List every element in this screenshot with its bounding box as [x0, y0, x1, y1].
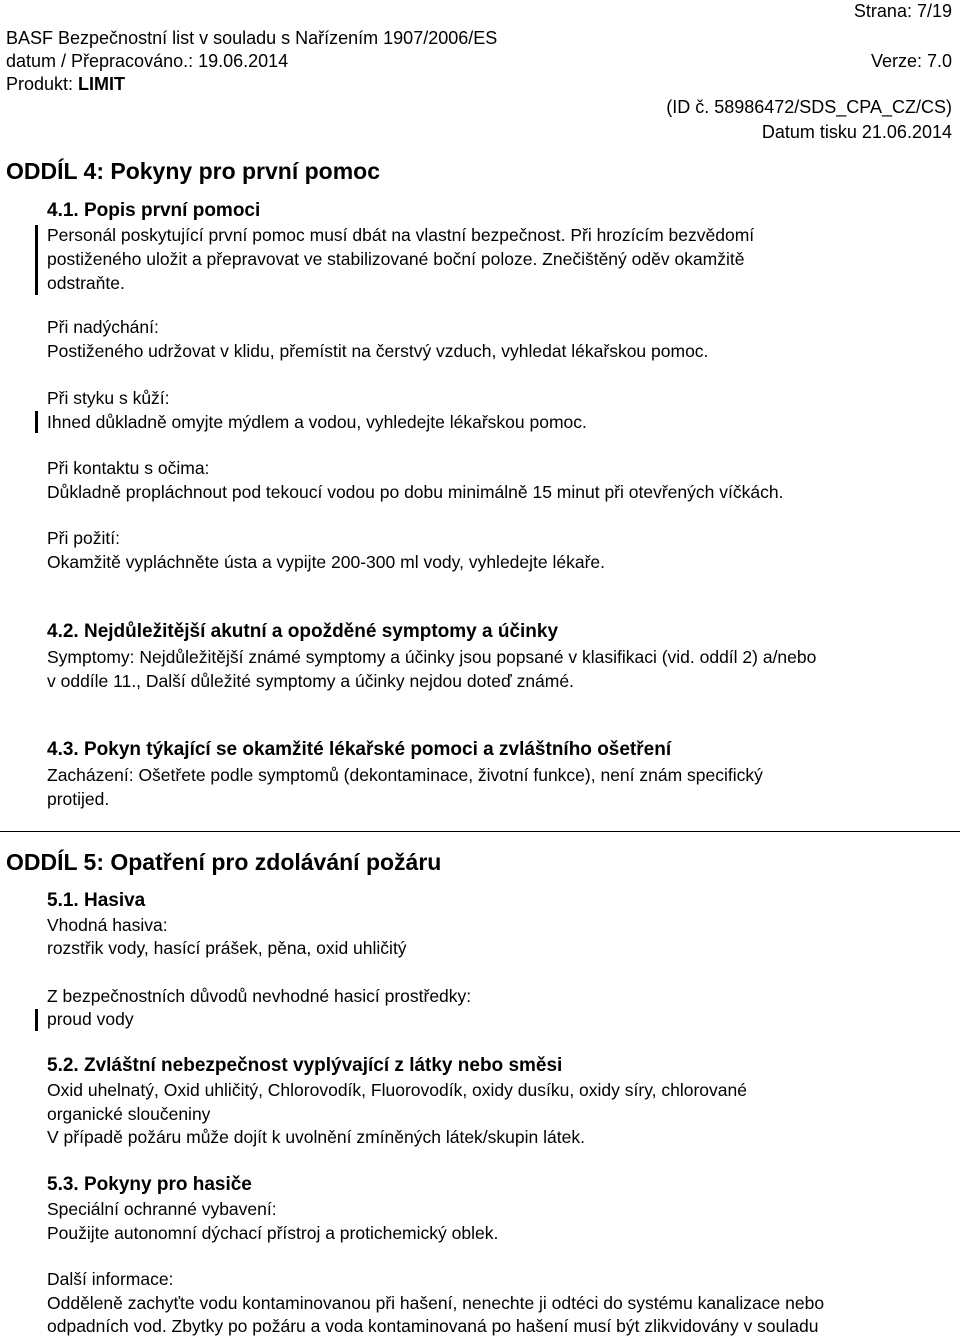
subsection-5-3-title: 5.3. Pokyny pro hasiče	[47, 1174, 252, 1195]
suitable-media-label: Vhodná hasiva:	[47, 915, 168, 935]
paragraph-line: v oddíle 11., Další důležité symptomy a účinky nejdou doteď známé.	[47, 671, 574, 691]
product-line	[6, 73, 125, 95]
change-bar	[35, 1009, 38, 1031]
paragraph-line: Oxid uhelnatý, Oxid uhličitý, Chlorovodík, Fluorovodík, oxidy dusíku, oxidy síry, chlorované	[47, 1080, 747, 1100]
print-date: Datum tisku 21.06.2014	[761, 122, 952, 142]
paragraph-line: Odděleně zachyťte vodu kontaminovanou při hašení, nenechte ji odtéci do systému kanalizace nebo	[47, 1293, 825, 1313]
protective-equipment-text: Použijte autonomní dýchací přístroj a protichemický oblek.	[47, 1223, 499, 1243]
subsection-5-1-title: 5.1. Hasiva	[47, 890, 146, 911]
inhalation-text: Postiženého udržovat v klidu, přemístit na čerstvý vzduch, vyhledat lékařskou pomoc.	[47, 341, 709, 361]
subsection-5-2-title: 5.2. Zvláštní nebezpečnost vyplývající z látky nebo směsi	[47, 1055, 563, 1076]
paragraph-line: V případě požáru může dojít k uvolnění zmíněných látek/skupin látek.	[47, 1127, 585, 1147]
section-5-title: ODDÍL 5: Opatření pro zdolávání požáru	[6, 849, 442, 875]
skin-contact-text: Ihned důkladně omyjte mýdlem a vodou, vyhledejte lékařskou pomoc.	[47, 412, 587, 432]
suitable-media-text: rozstřik vody, hasící prášek, pěna, oxid uhličitý	[47, 938, 407, 958]
section-divider	[0, 831, 960, 832]
document-id: (ID č. 58986472/SDS_CPA_CZ/CS)	[666, 97, 952, 117]
inhalation-label: Při nadýchání:	[47, 317, 159, 337]
paragraph-line: odstraňte.	[47, 273, 125, 293]
revision-date: datum / Přepracováno.: 19.06.2014	[6, 51, 289, 71]
header-title: BASF Bezpečnostní list v souladu s Nařízením 1907/2006/ES	[6, 28, 498, 48]
section-4-title: ODDÍL 4: Pokyny pro první pomoc	[6, 158, 381, 184]
paragraph-line: postiženého uložit a přepravovat ve stabilizované boční poloze. Znečištěný oděv okamžitě	[47, 249, 745, 269]
paragraph-line: Zacházení: Ošetřete podle symptomů (dekontaminace, životní funkce), není znám specifický	[47, 765, 763, 785]
eye-contact-text: Důkladně propláchnout pod tekoucí vodou po dobu minimálně 15 minut při otevřených víčkách.	[47, 482, 784, 502]
paragraph-line: Personál poskytující první pomoc musí dbát na vlastní bezpečnost. Při hrozícím bezvědomí	[47, 225, 755, 245]
product-label: Produkt:	[6, 74, 79, 94]
subsection-4-3-title: 4.3. Pokyn týkající se okamžité lékařské pomoci a zvláštního ošetření	[47, 739, 672, 760]
subsection-4-2-title: 4.2. Nejdůležitější akutní a opožděné symptomy a účinky	[47, 621, 559, 642]
paragraph-line: organické sloučeniny	[47, 1104, 211, 1124]
ingestion-label: Při požití:	[47, 528, 120, 548]
paragraph-line: protijed.	[47, 789, 110, 809]
paragraph-line: odpadních vod. Zbytky po požáru a voda kontaminovaná po hašení musí být zlikvidovány v souladu	[47, 1316, 819, 1336]
paragraph-line: Symptomy: Nejdůležitější známé symptomy a účinky jsou popsané v klasifikaci (vid. oddíl 2) a/nebo	[47, 647, 817, 667]
page-number: Strana: 7/19	[853, 1, 952, 21]
change-bar	[35, 411, 38, 433]
subsection-4-1-title: 4.1. Popis první pomoci	[47, 200, 261, 221]
change-bar	[35, 225, 38, 295]
protective-equipment-label: Speciální ochranné vybavení:	[47, 1199, 277, 1219]
ingestion-text: Okamžitě vypláchněte ústa a vypijte 200-300 ml vody, vyhledejte lékaře.	[47, 552, 606, 572]
unsuitable-media-text: proud vody	[47, 1009, 134, 1029]
further-info-label: Další informace:	[47, 1269, 174, 1289]
unsuitable-media-label: Z bezpečnostních důvodů nevhodné hasicí prostředky:	[47, 986, 472, 1006]
eye-contact-label: Při kontaktu s očima:	[47, 458, 210, 478]
product-name: LIMIT	[78, 74, 126, 94]
version: Verze: 7.0	[870, 51, 952, 71]
skin-contact-label: Při styku s kůží:	[47, 388, 170, 408]
